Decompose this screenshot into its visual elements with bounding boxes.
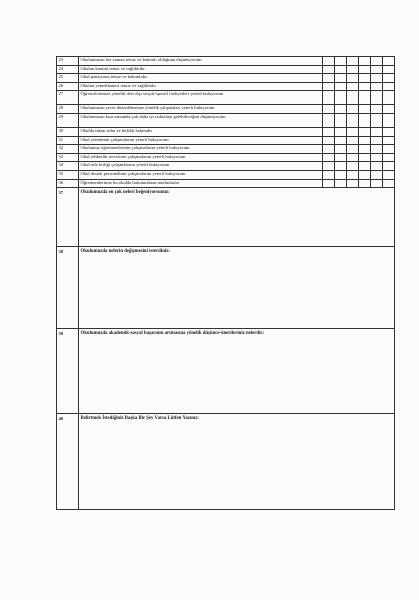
rating-box[interactable] [359,57,371,66]
rating-box[interactable] [347,145,359,154]
table-row-open-question [57,414,395,510]
table-row [57,179,395,188]
rating-box[interactable] [359,136,371,145]
rating-box[interactable] [347,113,359,127]
rating-box[interactable] [371,91,383,105]
question-number: 29 [57,113,79,127]
rating-box[interactable] [383,82,395,91]
question-text: Okulun kantini temiz ve sağlıklıdır. [79,65,323,74]
table-row [57,170,395,179]
question-text: Okulumuzun çevre düzenlemesine yönelik çalışmaları yeterli buluyorum [79,105,323,114]
rating-box[interactable] [383,65,395,74]
question-number: 28 [57,105,79,114]
rating-box[interactable] [359,82,371,91]
rating-box[interactable] [335,57,347,66]
rating-box[interactable] [347,74,359,83]
rating-box[interactable] [335,127,347,136]
rating-box[interactable] [383,113,395,127]
question-number: 26 [57,82,79,91]
rating-box[interactable] [335,179,347,188]
rating-box[interactable] [347,170,359,179]
rating-box[interactable] [359,65,371,74]
rating-box[interactable] [359,153,371,162]
rating-box[interactable] [359,170,371,179]
rating-box[interactable] [347,105,359,114]
table-row [57,113,395,127]
question-number: 27 [57,91,79,105]
question-text: Okulumuzda en çok neleri beğeniyorsunuz: [80,190,170,196]
question-text: Okulumuzun kısa zamanda çok daha iyi noktalara gelebileceğini düşünüyorum [79,113,323,127]
question-text: Okul destek personelinin çalışmalarını yeterli buluyorum [79,170,323,179]
rating-box[interactable] [347,57,359,66]
table-row [57,127,395,136]
question-number: 34 [57,162,79,171]
question-number: 39 [57,329,79,414]
question-number: 24 [57,65,79,74]
rating-box[interactable] [323,179,335,188]
rating-box[interactable] [323,57,335,66]
rating-box[interactable] [347,91,359,105]
question-text: Öğretmenlerimiz bu okulda bulunmaktan mutludurlar [79,179,323,188]
rating-box[interactable] [371,74,383,83]
table-row [57,74,395,83]
rating-box[interactable] [371,145,383,154]
rating-box[interactable] [383,162,395,171]
rating-box[interactable] [335,153,347,162]
survey-table [56,56,395,510]
rating-box[interactable] [335,136,347,145]
rating-box[interactable] [371,65,383,74]
rating-box[interactable] [335,74,347,83]
rating-box[interactable] [359,113,371,127]
question-text: Okulumuzun her zaman temiz ve bakımlı olduğunu düşünüyorum [79,57,323,66]
rating-box[interactable] [335,105,347,114]
answer-area[interactable] [79,414,395,510]
rating-box[interactable] [347,179,359,188]
rating-box[interactable] [371,136,383,145]
question-number: 40 [57,414,79,510]
rating-box[interactable] [323,65,335,74]
rating-box[interactable] [323,136,335,145]
rating-box[interactable] [323,162,335,171]
rating-box[interactable] [359,105,371,114]
rating-box[interactable] [323,74,335,83]
rating-box[interactable] [359,145,371,154]
question-text: Okulda takım ruhu ve birlikli hakimdir [79,127,323,136]
rating-box[interactable] [371,162,383,171]
table-row-open-question [57,188,395,247]
rating-box[interactable] [383,153,395,162]
question-number: 32 [57,145,79,154]
question-text: Okulumuzda nelerin değişmesini isterdiniz: [80,249,170,255]
question-number: 23 [57,57,79,66]
rating-box[interactable] [383,57,395,66]
rating-box[interactable] [371,113,383,127]
table-row [57,145,395,154]
rating-box[interactable] [347,162,359,171]
rating-box[interactable] [371,153,383,162]
answer-area[interactable] [79,188,395,247]
question-text: Okulun yemekhanesi temiz ve sağlıklıdır [79,82,323,91]
question-number: 31 [57,136,79,145]
question-number: 25 [57,74,79,83]
rating-box[interactable] [323,170,335,179]
rating-box[interactable] [335,91,347,105]
question-number: 33 [57,153,79,162]
rating-box[interactable] [347,65,359,74]
rating-box[interactable] [335,113,347,127]
rating-box[interactable] [359,162,371,171]
rating-box[interactable] [323,127,335,136]
rating-box[interactable] [371,57,383,66]
rating-box[interactable] [371,179,383,188]
answer-area[interactable] [79,247,395,329]
rating-box[interactable] [323,105,335,114]
question-text: Öğrencilerimize yönelik ders dışı sosyal-sportif faaliyetleri yeterli buluyorum [79,91,323,105]
rating-box[interactable] [383,145,395,154]
rating-box[interactable] [347,82,359,91]
table-row [57,105,395,114]
rating-box[interactable] [371,82,383,91]
question-text: Okulumuz öğretmenlerinin çalışmalarını yeterli buluyorum [79,145,323,154]
rating-box[interactable] [335,145,347,154]
question-text: Belirtmek İstediğiniz Başka Bir Şey Varsa Lütfen Yazınız: [80,416,199,422]
question-text: Okul yönetimin çalışmalarını yeterli buluyorum [79,136,323,145]
question-number: 38 [57,247,79,329]
rating-box[interactable] [371,127,383,136]
rating-box[interactable] [383,127,395,136]
question-number: 35 [57,170,79,179]
rating-box[interactable] [383,179,395,188]
table-row [57,136,395,145]
table-row [57,162,395,171]
survey-table-body [57,57,395,510]
rating-box[interactable] [359,179,371,188]
rating-box[interactable] [383,136,395,145]
question-number: 36 [57,179,79,188]
table-row [57,65,395,74]
table-row [57,82,395,91]
rating-box[interactable] [359,74,371,83]
question-number: 30 [57,127,79,136]
rating-box[interactable] [323,153,335,162]
rating-box[interactable] [323,145,335,154]
rating-box[interactable] [335,170,347,179]
rating-box[interactable] [383,74,395,83]
rating-box[interactable] [359,91,371,105]
rating-box[interactable] [371,170,383,179]
table-row [57,91,395,105]
answer-area[interactable] [79,329,395,414]
rating-box[interactable] [347,127,359,136]
rating-box[interactable] [347,153,359,162]
rating-box[interactable] [383,170,395,179]
table-row-open-question [57,247,395,329]
table-row-open-question [57,329,395,414]
question-number: 37 [57,188,79,247]
rating-box[interactable] [323,113,335,127]
rating-box[interactable] [347,136,359,145]
question-text: Okulumuzda akademik-sosyal başarının artmasına yönelik düşünce-önerileriniz nelerdir: [80,331,265,337]
rating-box[interactable] [335,82,347,91]
rating-box[interactable] [383,105,395,114]
rating-box[interactable] [335,162,347,171]
rating-box[interactable] [371,105,383,114]
rating-box[interactable] [383,91,395,105]
question-text: Okul pansiyonu temiz ve bakımlıdır. [79,74,323,83]
table-row [57,57,395,66]
table-row [57,153,395,162]
rating-box[interactable] [335,65,347,74]
rating-box[interactable] [359,127,371,136]
question-text: Okul-aile birliği çalışmalarını yeterli buluyorum [79,162,323,171]
rating-box[interactable] [323,82,335,91]
rating-box[interactable] [323,91,335,105]
question-text: Okul rehberlik servisinin çalışmalarını yeterli buluyorum [79,153,323,162]
